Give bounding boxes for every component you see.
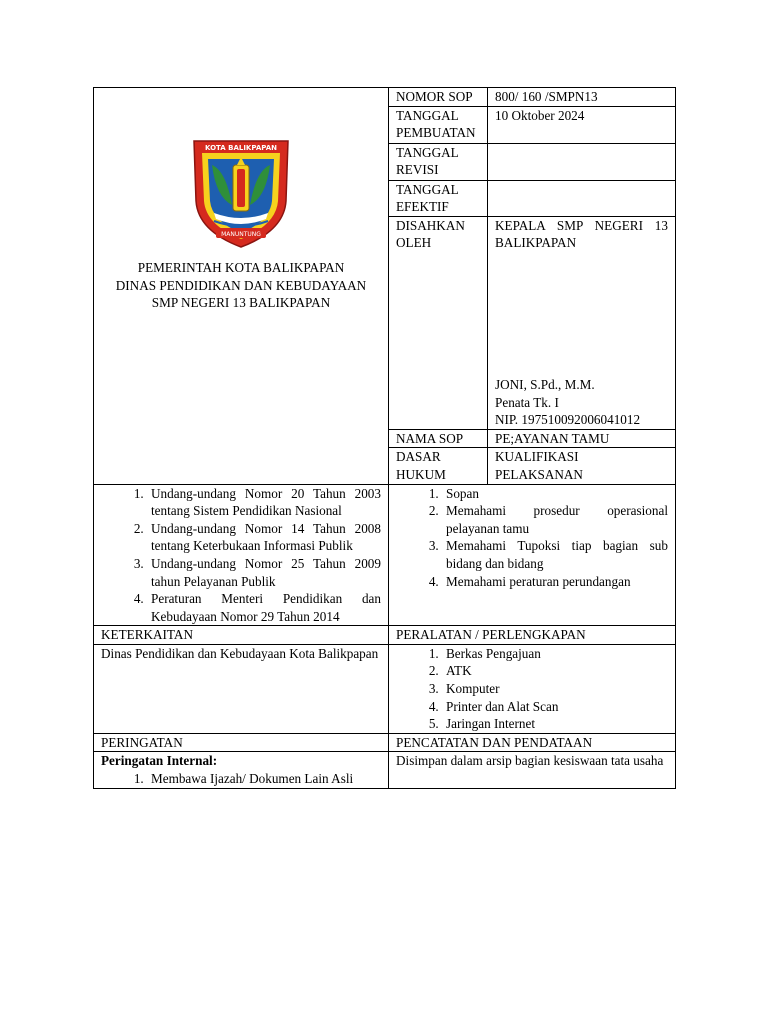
tanggal-pembuatan-value: 10 Oktober 2024 (488, 106, 676, 143)
dasar-hukum-cell (94, 484, 389, 626)
signature-space (495, 252, 668, 376)
tanggal-revisi-value (488, 143, 676, 180)
list-item: 1. Sopan (442, 485, 668, 503)
peringatan-subtitle: Peringatan Internal: (101, 753, 218, 769)
tanggal-efektif-value (488, 180, 676, 216)
tanggal-efektif-label: TANGGAL EFEKTIF (389, 180, 488, 216)
dasar-hukum-list (101, 485, 381, 626)
list-item: 1. Berkas Pengajuan (442, 645, 668, 663)
nomor-sop-value: 800/ 160 /SMPN13 (488, 88, 676, 107)
emblem-bottom-text: MANUNTUNG (221, 231, 261, 238)
list-item: 3. Memahami Tupoksi tiap bagian sub bidang dan bidang (442, 537, 668, 572)
org-line-1: PEMERINTAH KOTA BALIKPAPAN (137, 260, 345, 275)
nama-sop-label: NAMA SOP (389, 429, 488, 448)
list-item: 4. Printer dan Alat Scan (442, 698, 668, 716)
disahkan-oleh-value: KEPALA SMP NEGERI 13 BALIKPAPAN (495, 217, 668, 251)
tanggal-revisi-label: TANGGAL REVISI (389, 143, 488, 180)
signer-nip: NIP. 197510092006041012 (495, 412, 641, 428)
dasar-hukum-heading: DASAR HUKUM (389, 448, 488, 484)
keterkaitan-heading: KETERKAITAN (94, 626, 389, 645)
kualifikasi-list (396, 485, 668, 591)
kualifikasi-cell (389, 484, 676, 626)
signer-rank: Penata Tk. I (495, 394, 559, 410)
organization-name (94, 259, 388, 312)
signer-name: JONI, S.Pd., M.M. (495, 376, 595, 392)
org-line-3: SMP NEGERI 13 BALIKPAPAN (151, 295, 331, 311)
list-item: 1. Undang-undang Nomor 20 Tahun 2003 tentang Sistem Pendidikan Nasional (147, 485, 381, 520)
list-item: 3. Komputer (442, 680, 668, 698)
header-cell (94, 88, 389, 485)
list-item: 4. Peraturan Menteri Pendidikan dan Kebudayaan Nomor 29 Tahun 2014 (147, 590, 381, 625)
peralatan-cell (389, 644, 676, 733)
pencatatan-text: Disimpan dalam arsip bagian kesiswaan tata usaha (389, 752, 676, 788)
keterkaitan-text: Dinas Pendidikan dan Kebudayaan Kota Balikpapan (94, 644, 389, 733)
city-emblem-icon (186, 131, 296, 249)
pencatatan-heading: PENCATATAN DAN PENDATAAN (389, 733, 676, 752)
list-item: 4. Memahami peraturan perundangan (442, 573, 668, 591)
nomor-sop-label: NOMOR SOP (389, 88, 488, 107)
list-item: 2. Undang-undang Nomor 14 Tahun 2008 tentang Keterbukaan Informasi Publik (147, 520, 381, 555)
emblem-top-text: KOTA BALIKPAPAN (204, 144, 278, 152)
list-item: 2. ATK (442, 662, 668, 680)
list-item: 2. Memahami prosedur operasional pelayanan tamu (442, 502, 668, 537)
disahkan-oleh-cell (488, 216, 676, 429)
peringatan-list (101, 770, 381, 788)
kualifikasi-heading: KUALIFIKASI PELAKSANAN (488, 448, 676, 484)
list-item: 3. Undang-undang Nomor 25 Tahun 2009 tahun Pelayanan Publik (147, 555, 381, 590)
list-item: 1. Membawa Ijazah/ Dokumen Lain Asli (147, 770, 381, 788)
list-item: 5. Jaringan Internet (442, 715, 668, 733)
peralatan-list (396, 645, 668, 733)
tanggal-pembuatan-label: TANGGAL PEMBUATAN (389, 106, 488, 143)
sop-table (93, 87, 676, 789)
peralatan-heading: PERALATAN / PERLENGKAPAN (389, 626, 676, 645)
org-line-2: DINAS PENDIDIKAN DAN KEBUDAYAAN (115, 277, 367, 293)
peringatan-heading: PERINGATAN (94, 733, 389, 752)
disahkan-oleh-label: DISAHKAN OLEH (389, 216, 488, 429)
nama-sop-value: PE;AYANAN TAMU (488, 429, 676, 448)
peringatan-cell (94, 752, 389, 788)
